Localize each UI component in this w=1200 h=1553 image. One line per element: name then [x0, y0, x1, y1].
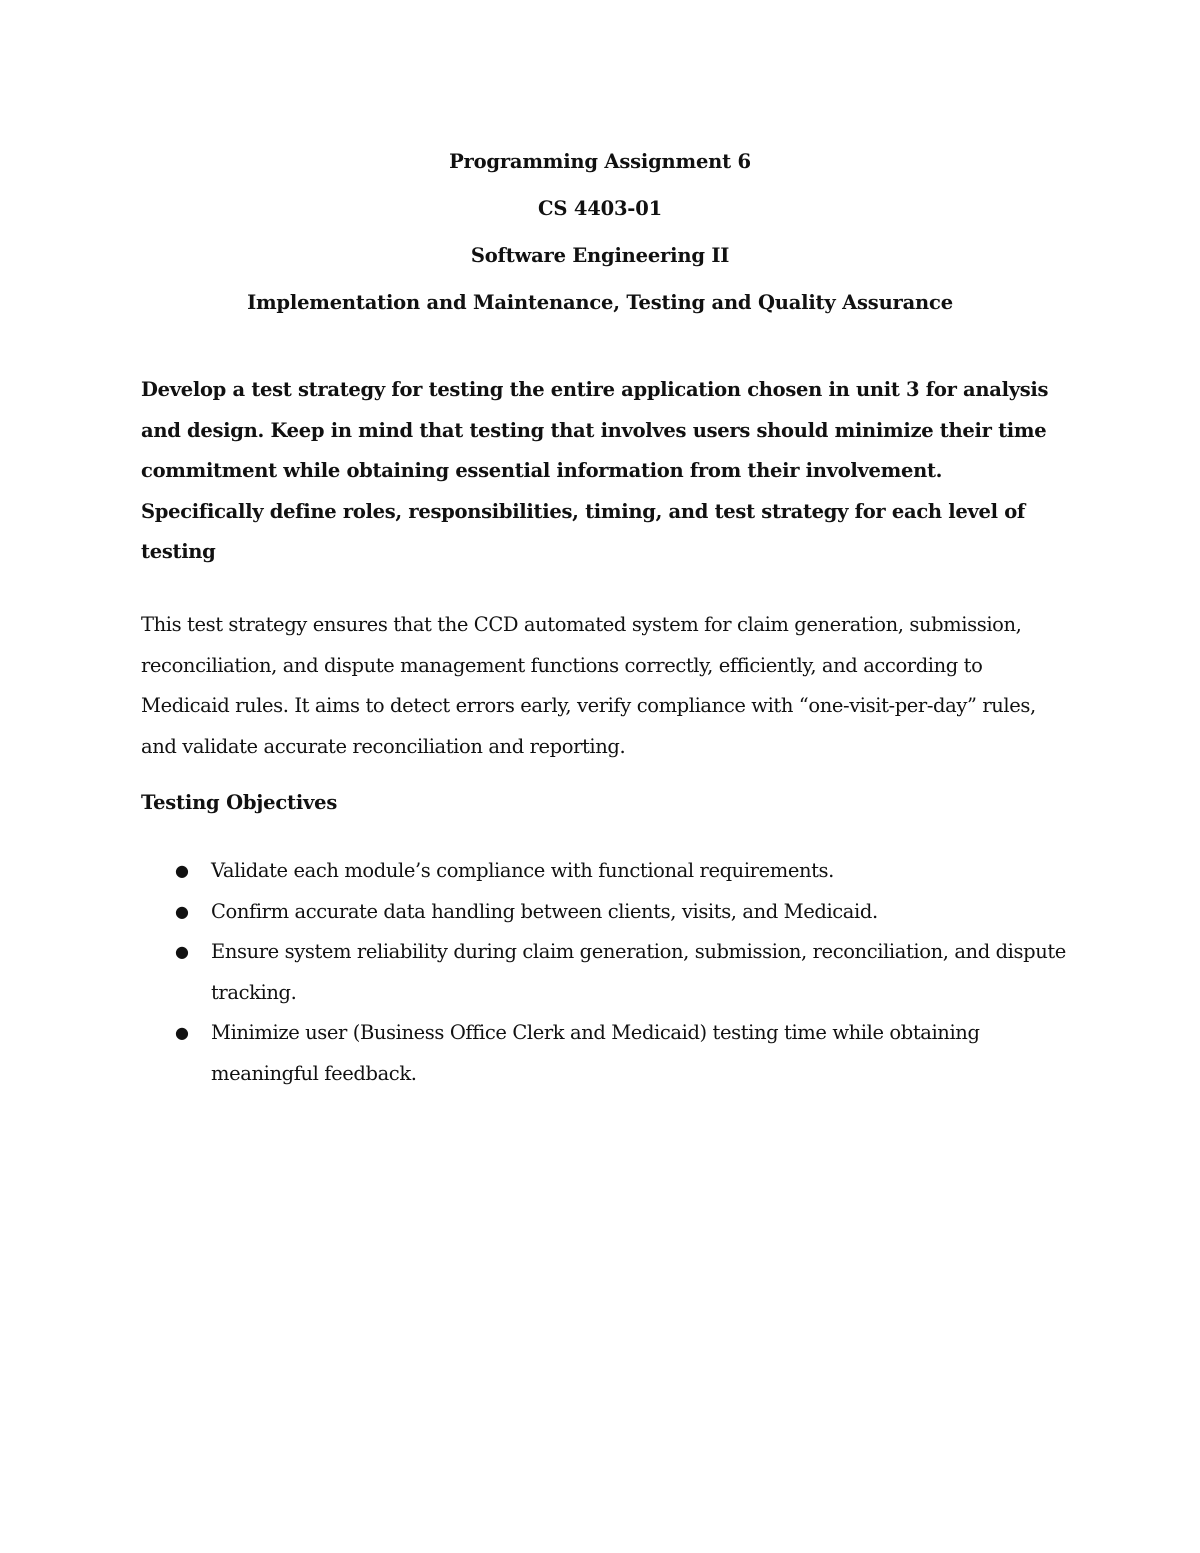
- assignment-topic: Implementation and Maintenance, Testing and Quality Assurance: [247, 291, 953, 314]
- list-item: [141, 892, 1066, 933]
- intro-paragraph: This test strategy ensures that the CCD automated system for claim generation, submission, reconciliation, and dispute management functions correctly, efficiently, and according to Medicaid rules. It aims to detect errors early, verify compliance with “one-visit-per-day” rules, and validate accurate reconciliation and reporting.: [141, 613, 1036, 758]
- bullet-icon: ●: [175, 1023, 189, 1042]
- title-block: [0, 138, 1200, 326]
- list-item-text: Minimize user (Business Office Clerk and Medicaid) testing time while obtaining meaningful feedback.: [211, 1021, 980, 1085]
- objectives-heading: Testing Objectives: [141, 791, 338, 814]
- bullet-icon: ●: [175, 942, 189, 961]
- assignment-prompt: Develop a test strategy for testing the entire application chosen in unit 3 for analysis and design. Keep in mind that testing that involves users should minimize their time commitment while obtaining essential information from their involvement. Specifically define roles, responsibilities, timing, and test strategy for each level of testing: [141, 378, 1049, 563]
- list-item-text: Validate each module’s compliance with functional requirements.: [211, 859, 834, 882]
- list-item-text: Confirm accurate data handling between clients, visits, and Medicaid.: [211, 899, 878, 923]
- assignment-title: Programming Assignment 6: [449, 150, 751, 173]
- objectives-list: [141, 851, 1066, 1094]
- course-code: CS 4403-01: [538, 197, 662, 220]
- list-item: [141, 851, 1066, 892]
- list-item: [141, 1013, 1066, 1094]
- bullet-icon: ●: [175, 901, 189, 921]
- course-name: Software Engineering II: [470, 244, 730, 267]
- bullet-icon: ●: [175, 861, 189, 880]
- list-item-text: Ensure system reliability during claim generation, submission, reconciliation, and dispute tracking.: [211, 940, 1066, 1004]
- list-item: [141, 932, 1066, 1013]
